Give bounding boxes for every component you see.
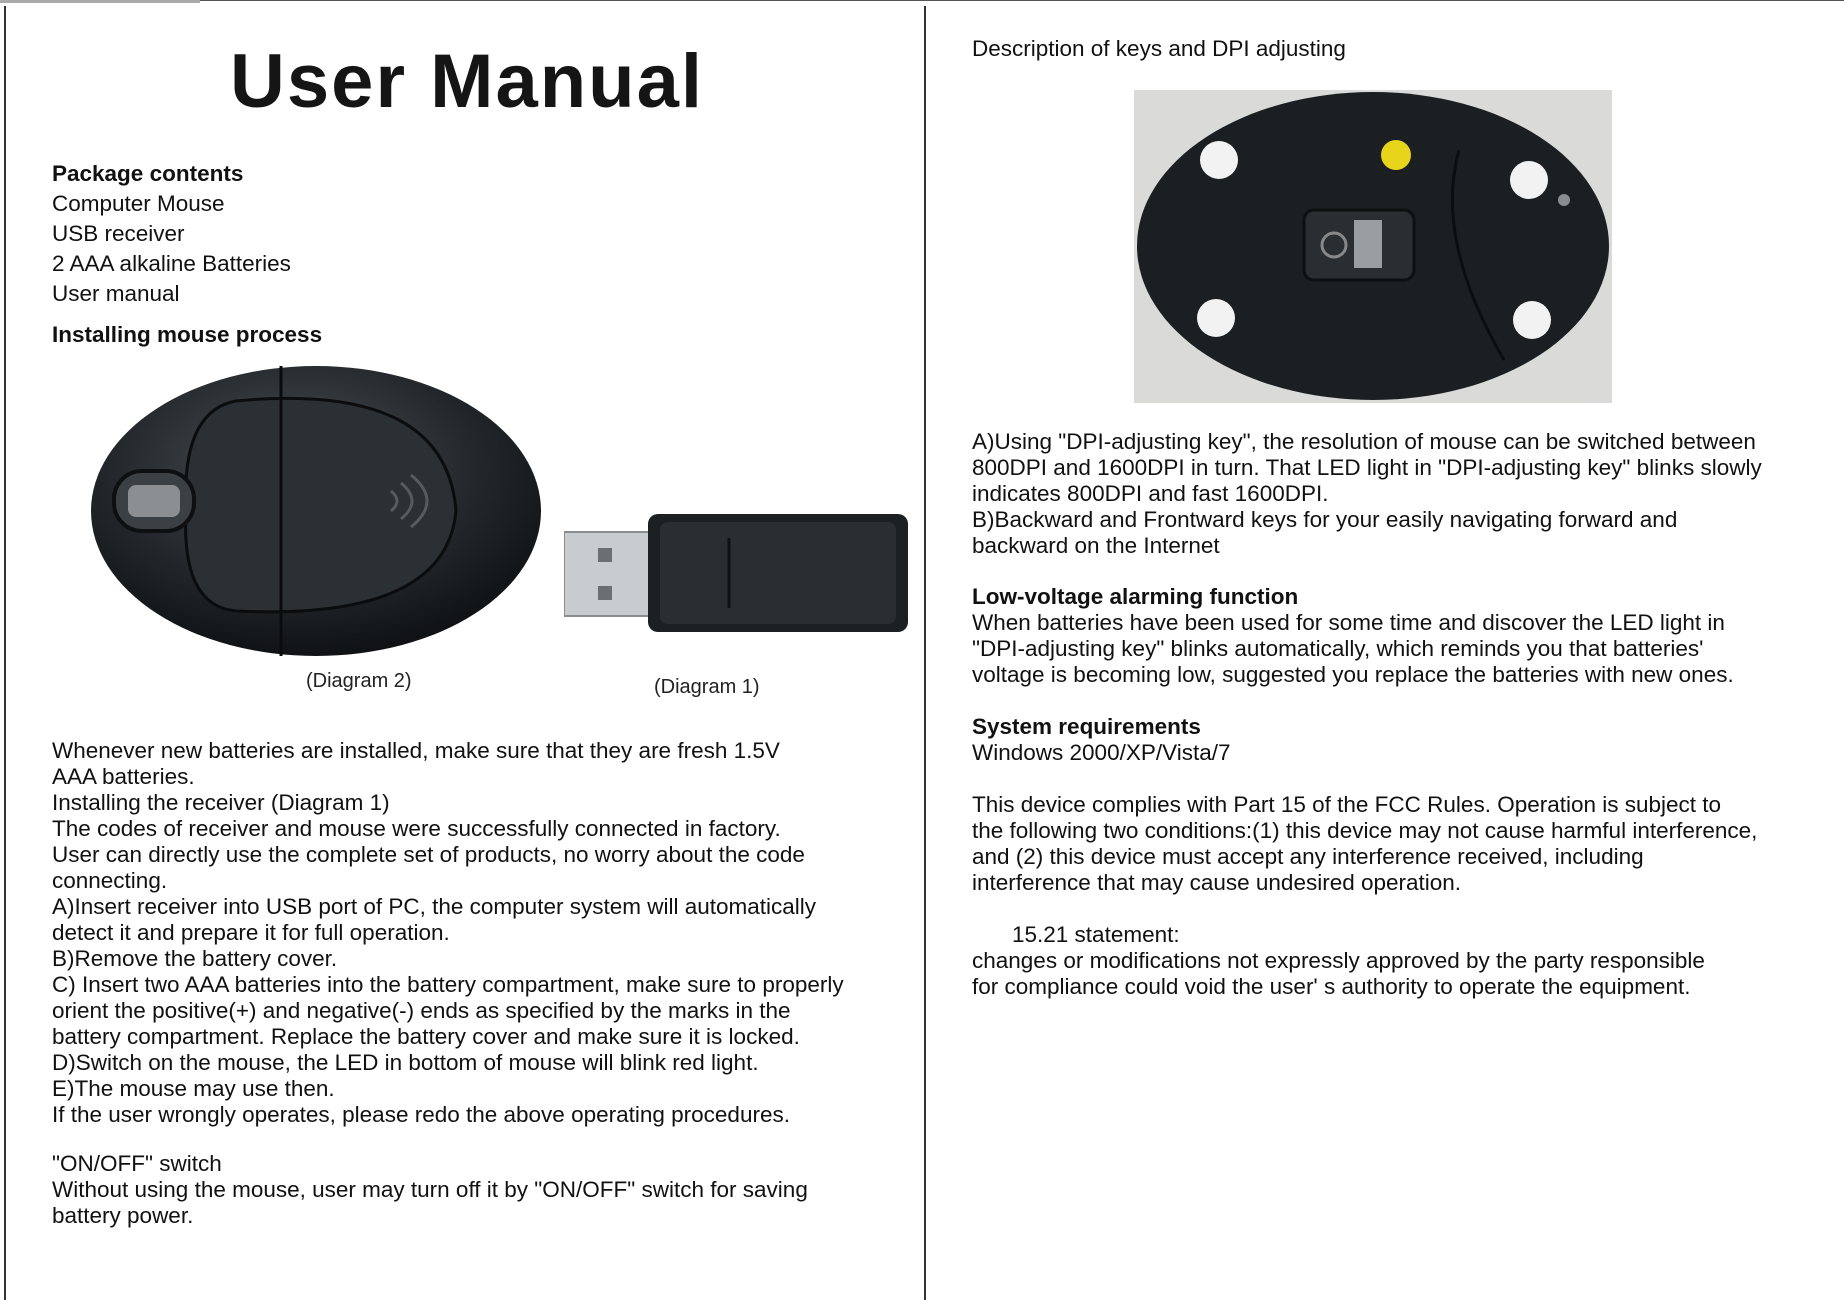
right-page	[926, 6, 1844, 1300]
left-page	[4, 6, 926, 1300]
low-voltage-text: When batteries have been used for some time and discover the LED light in "DPI-adjusting key" blinks automatically, which reminds you that batteries' voltage is becoming low, suggested you replace the batteries with new ones.	[972, 610, 1734, 687]
mouse-top-image	[86, 361, 546, 661]
package-item: USB receiver	[52, 221, 185, 246]
installation-instructions: Whenever new batteries are installed, make sure that they are fresh 1.5V AAA batteries. Installing the receiver (Diagram 1) The codes of receiver and mouse were successfully connected in factory. User can directly use the complete set of products, no worry about the code connecting. A)Insert receiver into USB port of PC, the computer system will automatically detect it and prepare it for full operation. B)Remove the battery cover. C) Insert two AAA batteries into the battery compartment, make sure to properly orient the positive(+) and negative(-) ends as specified by the marks in the battery compartment. Replace the battery cover and make sure it is locked. D)Switch on the mouse, the LED in bottom of mouse will blink red light. E)The mouse may use then. If the user wrongly operates, please redo the above operating procedures.	[52, 738, 844, 1127]
statement-heading: 15.21 statement:	[1012, 922, 1180, 947]
usb-receiver-image	[564, 508, 908, 636]
low-voltage-heading: Low-voltage alarming function	[972, 584, 1299, 609]
top-border-accent	[0, 0, 200, 3]
fcc-compliance-text: This device complies with Part 15 of the FCC Rules. Operation is subject to the following two conditions:(1) this device may not cause harmful interference, and (2) this device must accept any interference received, including interference that may cause undesired operation.	[972, 792, 1758, 895]
system-requirements-text: Windows 2000/XP/Vista/7	[972, 740, 1231, 765]
mouse-bottom-image	[1134, 90, 1612, 403]
top-border	[0, 0, 1844, 1]
diagram-1-caption: (Diagram 1)	[654, 676, 760, 698]
manual-title: User Manual	[230, 39, 704, 124]
package-item: Computer Mouse	[52, 191, 225, 216]
installing-heading: Installing mouse process	[52, 322, 323, 347]
package-contents-heading: Package contents	[52, 161, 244, 186]
package-item: User manual	[52, 281, 180, 306]
statement-text: changes or modifications not expressly approved by the party responsible for compliance could void the user' s authority to operate the equipment.	[972, 948, 1705, 999]
on-off-switch-text: "ON/OFF" switch Without using the mouse, user may turn off it by "ON/OFF" switch for saving battery power.	[52, 1151, 808, 1228]
dpi-description: A)Using "DPI-adjusting key", the resolution of mouse can be switched between 800DPI and 1600DPI in turn. That LED light in "DPI-adjusting key" blinks slowly indicates 800DPI and fast 1600DPI. B)Backward and Frontward keys for your easily navigating forward and backward on the Internet	[972, 429, 1762, 558]
diagram-2-caption: (Diagram 2)	[306, 670, 412, 692]
system-requirements-heading: System requirements	[972, 714, 1201, 739]
keys-dpi-heading: Description of keys and DPI adjusting	[972, 36, 1346, 61]
package-item: 2 AAA alkaline Batteries	[52, 251, 291, 276]
